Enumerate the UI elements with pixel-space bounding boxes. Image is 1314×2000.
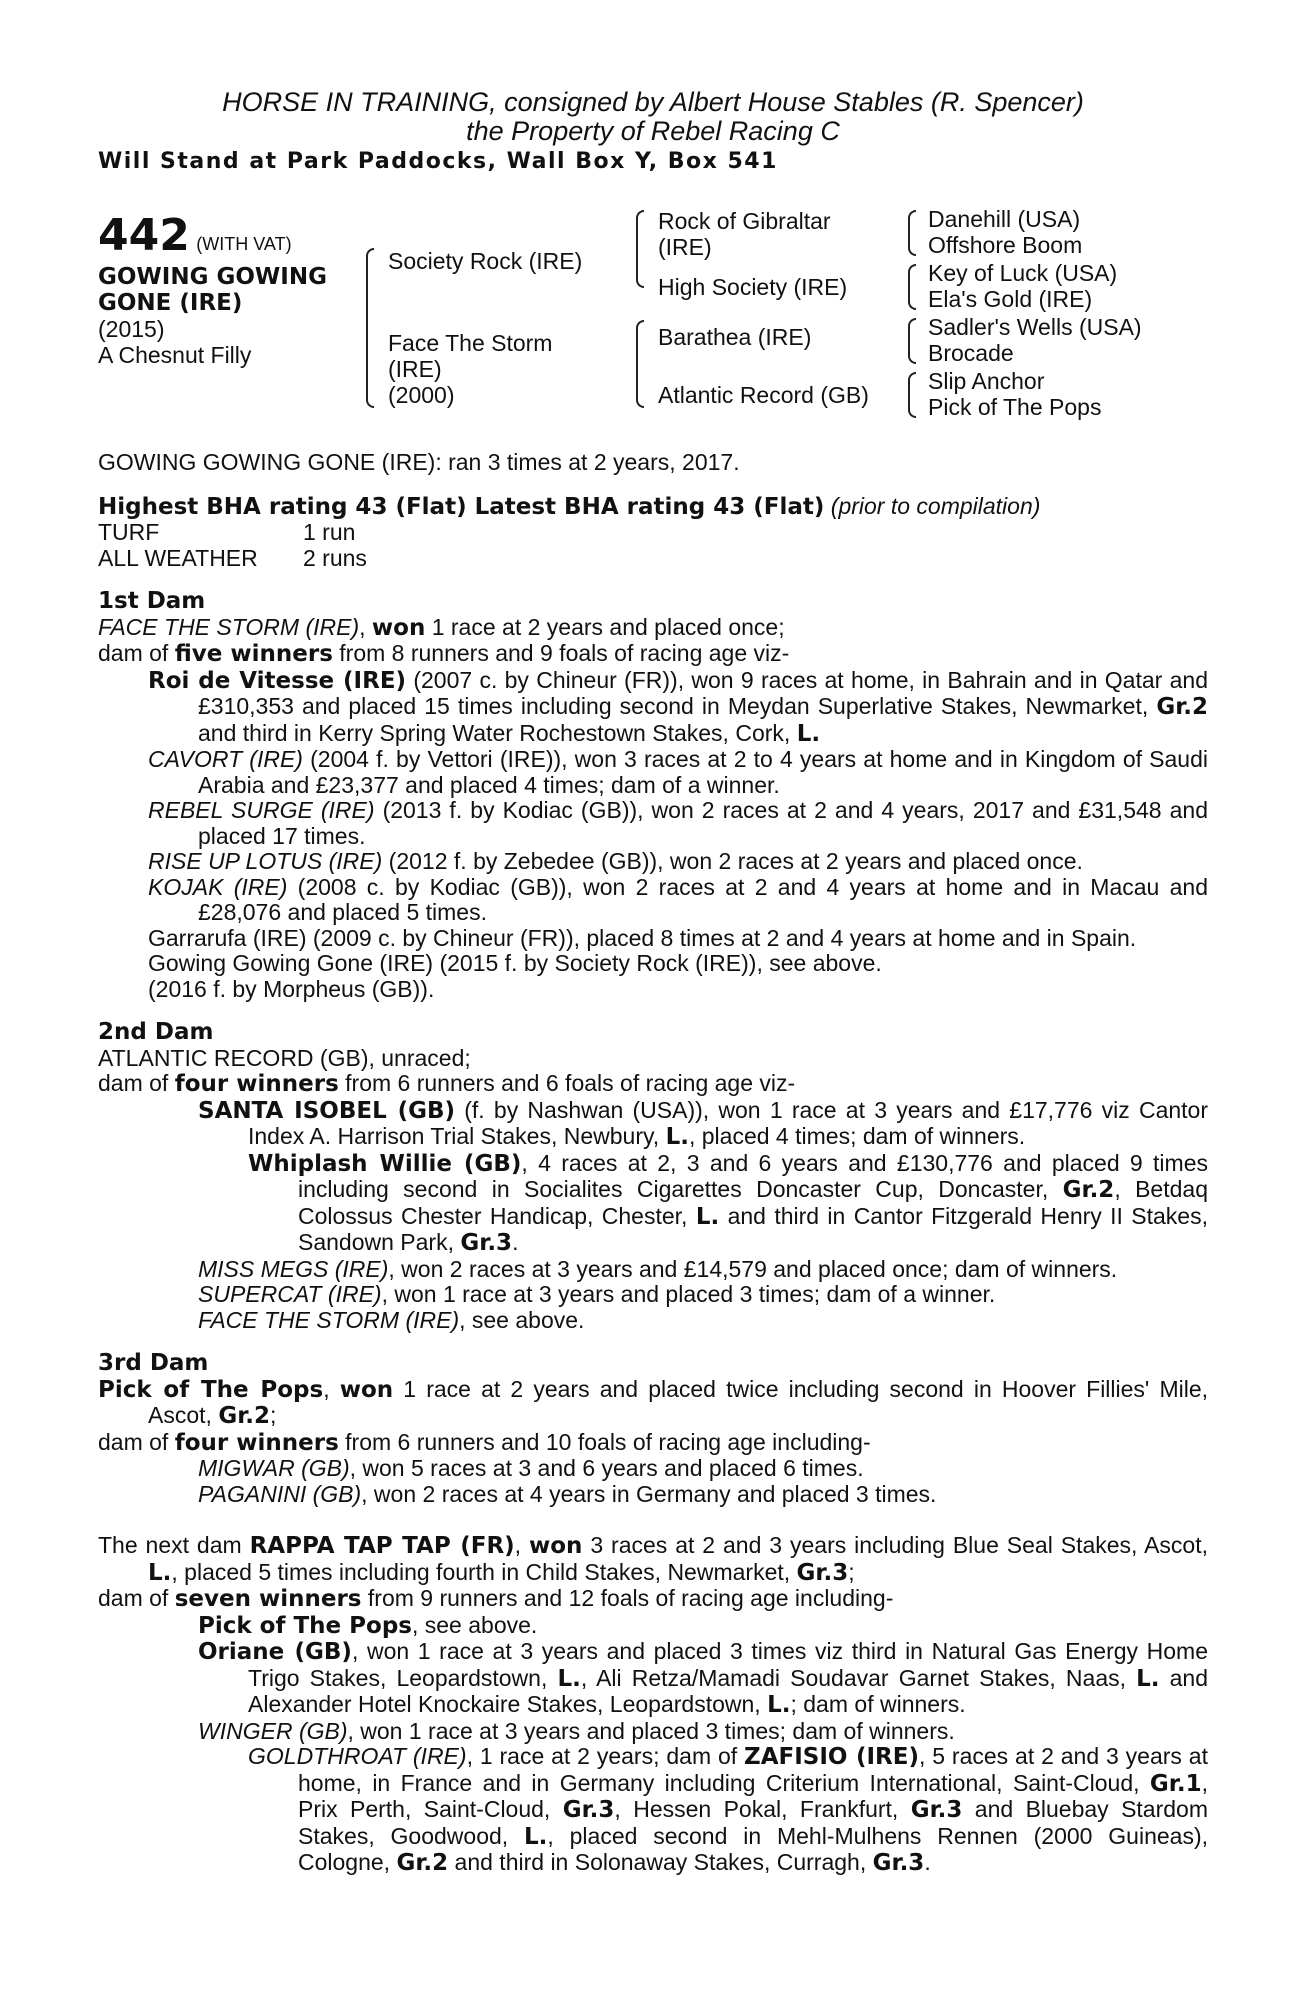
- progeny-text: ; dam of winners.: [790, 1691, 966, 1717]
- rating-note: (prior to compilation): [830, 492, 1041, 519]
- progeny-entry: [98, 1308, 1208, 1334]
- progeny-text: and Alexander Hotel Knockaire Stakes, Leopardstown,: [248, 1664, 1208, 1717]
- progeny-text: , 1 race at 2 years; dam of: [466, 1743, 745, 1769]
- grade: Gr.2: [218, 1403, 270, 1429]
- brace-sire: [636, 210, 644, 288]
- dd-sire: Slip Anchor: [928, 368, 1045, 394]
- rating-text: Highest BHA rating 43 (Flat) Latest BHA rating 43 (Flat): [98, 493, 825, 520]
- dd-dam: Pick of The Pops: [928, 394, 1102, 420]
- brace-ss: [908, 210, 916, 256]
- progeny-name: FACE THE STORM (IRE): [198, 1306, 460, 1333]
- brace-gen1: [366, 248, 374, 408]
- progeny-entry: [98, 1456, 1208, 1482]
- progeny-text: , see above.: [411, 1611, 538, 1638]
- grade: Gr.3: [910, 1797, 963, 1823]
- foaling-year: (2015): [98, 316, 165, 342]
- progeny-text: , won 1 race at 3 years and placed 3 times; dam of a winner.: [381, 1281, 996, 1307]
- brace-sd: [908, 264, 916, 310]
- progeny-text: , won 2 races at 3 years and £14,579 and placed once; dam of winners.: [388, 1255, 1118, 1282]
- progeny-entry: [98, 798, 1208, 849]
- second-dam-section: [98, 1020, 1208, 1333]
- lot-number-row: [98, 212, 292, 260]
- catalogue-page: [98, 88, 1208, 1877]
- dam-name: Pick of The Pops: [98, 1376, 324, 1403]
- vat-note: (WITH VAT): [196, 234, 292, 254]
- sd-sire: Key of Luck (USA): [928, 260, 1118, 286]
- brace-dam: [636, 320, 644, 408]
- progeny-text: , Hessen Pokal, Frankfurt,: [614, 1796, 911, 1822]
- progeny-entry: Garrarufa (IRE) (2009 c. by Chineur (FR)), placed 8 times at 2 and 4 years at home and in Spain.: [148, 924, 1137, 951]
- grade: Gr.2: [1062, 1177, 1115, 1203]
- runners-text: from 8 runners and 9 foals of racing age viz-: [332, 640, 790, 666]
- progeny-name: Roi de Vitesse (IRE): [148, 667, 407, 694]
- grade: Gr.3: [796, 1559, 849, 1586]
- runners-text: from 6 runners and 6 foals of racing age viz-: [338, 1070, 796, 1096]
- pedigree-table: [98, 200, 1208, 450]
- first-dam-title: 1st Dam: [98, 588, 206, 614]
- progeny-entry: [98, 1482, 1208, 1508]
- sire-sire-2: (IRE): [658, 234, 712, 260]
- second-dam-line: ATLANTIC RECORD (GB), unraced;: [98, 1044, 471, 1071]
- horse-description: A Chesnut Filly: [98, 342, 252, 368]
- dam-race-text: 1 race at 2 years and placed once;: [425, 613, 785, 640]
- sd-dam: Ela's Gold (IRE): [928, 286, 1093, 312]
- progeny-name: SANTA ISOBEL (GB): [198, 1097, 456, 1124]
- grade: Gr.3: [562, 1797, 615, 1823]
- grade: Gr.3: [872, 1850, 925, 1876]
- dam-of: dam of: [98, 1428, 175, 1455]
- progeny-name: Oriane (GB): [198, 1639, 352, 1665]
- dam-name: FACE THE STORM (IRE): [98, 613, 360, 640]
- progeny-name: REBEL SURGE (IRE): [148, 797, 375, 823]
- dam-of: dam of: [98, 640, 175, 666]
- progeny-text: , placed 4 times; dam of winners.: [688, 1123, 1026, 1149]
- won-text: won: [528, 1533, 583, 1559]
- winners-count: four winners: [174, 1071, 339, 1097]
- grade: Gr.3: [460, 1230, 513, 1256]
- lot-number: 442: [98, 210, 190, 261]
- progeny-entry: [98, 849, 1208, 875]
- third-dam-title: 3rd Dam: [98, 1350, 209, 1376]
- progeny-name: GOLDTHROAT (IRE): [248, 1743, 467, 1769]
- progeny-entry: [98, 1257, 1208, 1283]
- next-dam-section: [98, 1533, 1208, 1877]
- ss-dam: Offshore Boom: [928, 232, 1083, 258]
- progeny-text: .: [924, 1849, 931, 1875]
- horse-name-2: GONE (IRE): [98, 290, 243, 316]
- ds-dam: Brocade: [928, 340, 1014, 366]
- progeny-entry: [98, 1098, 1208, 1151]
- sire: Society Rock (IRE): [388, 248, 583, 274]
- dam-2: (IRE): [388, 356, 442, 382]
- winners-count: seven winners: [174, 1586, 362, 1612]
- turf-label: TURF: [98, 519, 160, 545]
- runners-text: from 9 runners and 12 foals of racing age including-: [361, 1585, 894, 1611]
- dam-of: dam of: [98, 1585, 175, 1611]
- progeny-text: , won 5 races at 3 and 6 years and placed 6 times.: [349, 1455, 864, 1481]
- progeny-text: (2007 c. by Chineur (FR)), won 9 races at home, in Bahrain and in Qatar and £310,353 and placed 15 times including second in Meydan Superlative Stakes, Newmarket,: [198, 666, 1208, 719]
- progeny-entry: Gowing Gowing Gone (IRE) (2015 f. by Society Rock (IRE)), see above.: [148, 950, 882, 976]
- ds-sire: Sadler's Wells (USA): [928, 314, 1142, 340]
- progeny-text: and third in Kerry Spring Water Rochestown Stakes, Cork,: [198, 719, 797, 746]
- progeny-entry: (2016 f. by Morpheus (GB)).: [148, 975, 435, 1002]
- grade: L.: [665, 1124, 689, 1150]
- progeny-text: (2008 c. by Kodiac (GB)), won 2 races at 2 and 4 years at home and in Macau and £28,076 and placed 5 times.: [198, 873, 1208, 925]
- progeny-text: (2013 f. by Kodiac (GB)), won 2 races at 2 and 4 years, 2017 and £31,548 and placed 17 times.: [198, 797, 1208, 849]
- grade: Gr.1: [1149, 1770, 1202, 1797]
- progeny-name: CAVORT (IRE): [148, 746, 303, 772]
- progeny-text: (2012 f. by Zebedee (GB)), won 2 races at 2 years and placed once.: [382, 848, 1083, 874]
- progeny-text: and Bluebay Stardom Stakes, Goodwood,: [298, 1796, 1209, 1849]
- rating-section: [98, 494, 1208, 572]
- progeny-text: (f. by Nashwan (USA)), won 1 race at 3 years and £17,776 viz Cantor Index A. Harrison Trial Stakes, Newbury,: [248, 1096, 1209, 1149]
- dam-race-text: , placed 5 times including fourth in Child Stakes, Newmarket,: [171, 1558, 797, 1585]
- dam-1: Face The Storm: [388, 330, 553, 356]
- won-text: won: [339, 1376, 394, 1403]
- progeny-entry: [98, 1282, 1208, 1308]
- grade: L.: [796, 720, 821, 747]
- progeny-entry: [98, 1613, 1208, 1640]
- horse-name-1: GOWING GOWING: [98, 264, 327, 290]
- grade: L.: [148, 1559, 172, 1586]
- brace-dd: [908, 372, 916, 418]
- grade: L.: [695, 1203, 720, 1230]
- progeny-entry: [98, 875, 1208, 926]
- first-dam-section: [98, 589, 1208, 1002]
- consignor-line: HORSE IN TRAINING, consigned by Albert House Stables (R. Spencer): [222, 87, 1084, 117]
- progeny-text: (2004 f. by Vettori (IRE)), won 3 races at 2 to 4 years at home and in Kingdom of Saudi Arabia and £23,377 and placed 4 times; dam of a winner.: [198, 746, 1208, 798]
- dam-of: dam of: [98, 1070, 175, 1096]
- sire-sire-1: Rock of Gibraltar: [658, 208, 831, 234]
- progeny-name: MIGWAR (GB): [198, 1455, 350, 1481]
- sep: ,: [514, 1532, 529, 1558]
- progeny-text: , Betdaq Colossus Chester Handicap, Chester,: [298, 1176, 1208, 1229]
- progeny-name: RISE UP LOTUS (IRE): [148, 848, 383, 874]
- progeny-entry: [98, 668, 1208, 748]
- progeny-name: WINGER (GB): [198, 1717, 348, 1744]
- dam-sire: Barathea (IRE): [658, 324, 812, 350]
- progeny-name: SUPERCAT (IRE): [198, 1281, 382, 1307]
- won-text: won: [371, 614, 426, 641]
- progeny-text: , Ali Retza/Mamadi Soudavar Garnet Stakes, Naas,: [580, 1664, 1137, 1691]
- progeny-name: MISS MEGS (IRE): [198, 1255, 389, 1282]
- winners-count: four winners: [174, 1429, 339, 1456]
- grade: L.: [767, 1692, 791, 1718]
- sep: ;: [848, 1558, 855, 1585]
- progeny-entry: [98, 1639, 1208, 1719]
- progeny-name: PAGANINI (GB): [198, 1480, 362, 1507]
- progeny-text: .: [512, 1229, 519, 1255]
- property-line: the Property of Rebel Racing C: [466, 116, 840, 146]
- progeny-text: and third in Cantor Fitzgerald Henry II Stakes, Sandown Park,: [298, 1202, 1208, 1255]
- dam-name: RAPPA TAP TAP (FR): [249, 1533, 515, 1559]
- progeny-text: , see above.: [459, 1306, 585, 1333]
- progeny-name: ZAFISIO (IRE): [744, 1744, 919, 1770]
- dam-dam: Atlantic Record (GB): [658, 382, 869, 408]
- grade: L.: [524, 1823, 548, 1850]
- progeny-name: KOJAK (IRE): [148, 873, 288, 900]
- dam-3: (2000): [388, 382, 455, 408]
- ss-sire: Danehill (USA): [928, 206, 1081, 232]
- next-dam-intro: The next dam: [98, 1532, 250, 1558]
- progeny-text: , Prix Perth, Saint-Cloud,: [298, 1769, 1208, 1822]
- progeny-entry: [98, 1719, 1208, 1745]
- grand-progeny-entry: [98, 1151, 1208, 1257]
- sep: ,: [323, 1375, 340, 1402]
- runners-text: from 6 runners and 10 foals of racing age including-: [338, 1428, 871, 1455]
- grade: Gr.2: [396, 1850, 449, 1876]
- progeny-text: , placed second in Mehl-Mulhens Rennen (2000 Guineas), Cologne,: [298, 1822, 1208, 1875]
- winners-count: five winners: [174, 641, 333, 667]
- sep: ;: [270, 1402, 277, 1428]
- progeny-text: , 5 races at 2 and 3 years at home, in France and in Germany including Criterium International, Saint-Cloud,: [298, 1743, 1208, 1796]
- turf-value: 1 run: [303, 519, 356, 545]
- dam-race-text: 3 races at 2 and 3 years including Blue Seal Stakes, Ascot,: [582, 1532, 1208, 1558]
- second-dam-title: 2nd Dam: [98, 1019, 214, 1045]
- dam-race-text: 1 race at 2 years and placed twice including second in Hoover Fillies' Mile, Ascot,: [148, 1375, 1209, 1428]
- progeny-name: Pick of The Pops: [198, 1612, 412, 1639]
- stand-line: Will Stand at Park Paddocks, Wall Box Y, Box 541: [98, 149, 778, 174]
- progeny-text: , won 1 race at 3 years and placed 3 times viz third in Natural Gas Energy Home Trigo Stakes, Leopardstown,: [248, 1638, 1208, 1691]
- grade: L.: [1136, 1665, 1160, 1692]
- progeny-text: , won 1 race at 3 years and placed 3 times; dam of winners.: [347, 1717, 955, 1744]
- progeny-text: , 4 races at 2, 3 and 6 years and £130,776 and placed 9 times including second in Socialites Cigarettes Doncaster Cup, Doncaster,: [298, 1149, 1208, 1202]
- third-dam-section: [98, 1351, 1208, 1507]
- sep: ,: [359, 613, 372, 640]
- progeny-name: Whiplash Willie (GB): [248, 1150, 522, 1177]
- progeny-entry: [98, 747, 1208, 798]
- grade: L.: [557, 1665, 581, 1692]
- brace-ds: [908, 318, 916, 364]
- grade: Gr.2: [1156, 694, 1208, 720]
- aw-label: ALL WEATHER: [98, 544, 258, 571]
- race-record: GOWING GOWING GONE (IRE): ran 3 times at 2 years, 2017.: [98, 449, 740, 475]
- progeny-text: , won 2 races at 4 years in Germany and placed 3 times.: [361, 1480, 937, 1507]
- aw-value: 2 runs: [303, 544, 367, 571]
- progeny-text: and third in Solonaway Stakes, Curragh,: [448, 1849, 873, 1875]
- grand-progeny-entry: [98, 1744, 1208, 1877]
- sire-dam: High Society (IRE): [658, 274, 848, 300]
